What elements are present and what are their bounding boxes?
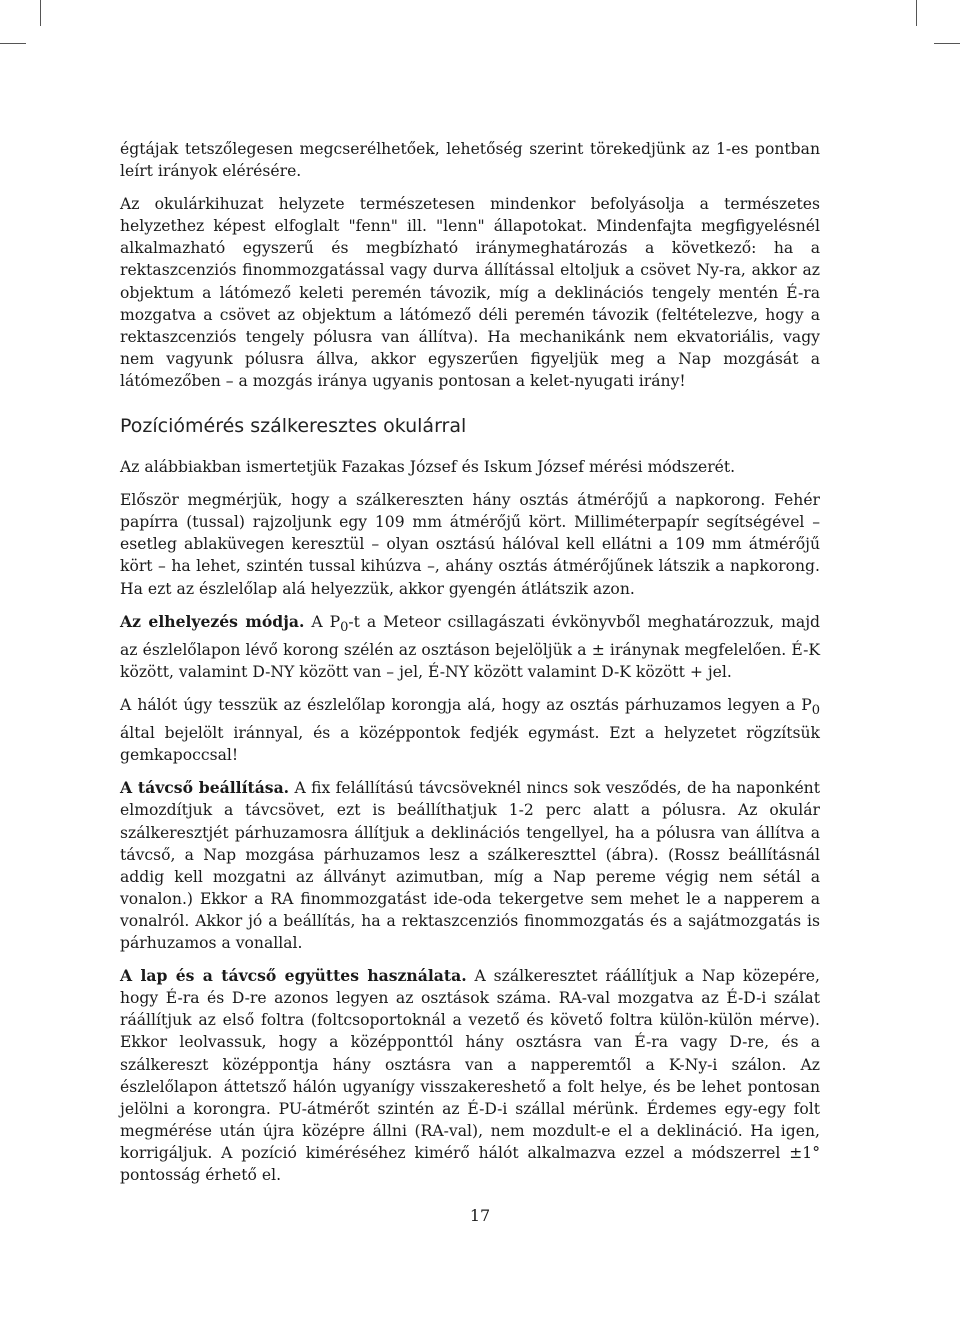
paragraph-measure-disc: Először megmérjük, hogy a szálkereszten hány osztás átmérőjű a napkorong. Fehér papírra (tussal) rajzoljunk egy 109 mm átmérőjű kört. Milliméterpapír segítségével – esetleg ablaküvegen keresztül – olyan osztású hálóval kell ellátni a 109 mm átmérőjű kört – ha lehet, szintén tussal kihúzva –, ahány osztás átmérőjűnek látszik a napkorong. Ha ezt az észlelőlap alá helyezzük, akkor gyengén átlátszik azon.	[120, 491, 820, 598]
paragraph-telescope-setup	[120, 777, 820, 954]
grid-subscript: 0	[811, 703, 820, 719]
paragraph-combined-use	[120, 965, 820, 1186]
crop-mark-top-left-horizontal	[0, 43, 26, 44]
telescope-lead: A távcső beállítása.	[120, 778, 290, 798]
page-body	[120, 138, 820, 1197]
paragraph-placement	[120, 611, 820, 683]
crop-mark-top-right-horizontal	[934, 43, 960, 44]
placement-subscript: 0	[340, 619, 349, 635]
telescope-text: A fix felállítású távcsöveknél nincs sok vesződés, de ha naponként elmozdítjuk a távcsövet, ezt is beállíthatjuk 1-2 perc alatt a pólusra. Az okulár szálkeresztjét párhuzamosra állítjuk a deklinációs tengellyel, ha a pólusra van állítva a távcső, a Nap mozgása párhuzamos lesz a szálkereszttel (ábra). (Rossz beállításnál addig kell mozgatni az állványt azimutban, míg a Nap pereme végig nem sétál a vonalon.) Ekkor a RA finommozgatást ide-oda tekergetve sem mehet le a napperem a vonalról. Akkor jó a beállítás, ha a rektaszcenziós finommozgatás és a sajátmozgatás is párhuzamos a vonallal.	[120, 779, 820, 953]
crop-mark-top-left-vertical	[40, 0, 41, 26]
combined-text: A szálkeresztet ráállítjuk a Nap közepére, hogy É-ra és D-re azonos legyen az osztások száma. RA-val mozgatva az É-D-i szálat ráállítjuk az első foltra (foltcsoportoknál a vezető és követő foltra külön-külön mérve). Ekkor leolvassuk, hogy a középponttól hány osztásra van É-ra vagy D-re, és a szálkereszt középpontja hány osztásra van a napperemtől a K-Ny-i szálon. Az észlelőlapon áttetsző hálón ugyanígy visszakereshető a folt helye, és be lehet pontosan jelölni a korongra. PU-átmérőt szintén az É-D-i szállal mérünk. Érdemes egy-egy folt megmérése után újra középre állni (RA-val), nem mozdult-e el a deklináció. Ha igen, korrigáljuk. A pozíció kiméréséhez kimérő hálót alkalmazva ezzel a módszerrel ±1° pontosság érhető el.	[120, 967, 820, 1184]
paragraph-eyepiece-orientation: Az okulárkihuzat helyzete természetesen mindenkor befolyásolja a természetes helyzethez képest elfoglalt "fenn" ill. "lenn" állapotokat. Mindenfajta megfigyelésnél alkalmazható egyszerű és megbízható iránymeghatározás a következő: ha a rektaszcenziós finommozgatással vagy durva állítással eltoljuk a csövet Ny-ra, akkor az objektum a látómező keleti peremén távozik, míg a deklinációs tengely mentén É-ra mozgatva a csövet az objektum a látómező déli peremén távozik (feltételezve, hogy a rektaszcenziós tengely pólusra van állítva). Ha mechanikánk nem ekvatoriális, vagy nem vagyunk pólusra állva, akkor egyszerűen figyeljük meg a Nap mozgását a látómezőben – a mozgás iránya ugyanis pontosan a kelet-nyugati irány!	[120, 195, 820, 390]
section-heading: Pozíciómérés szálkeresztes okulárral	[120, 415, 467, 438]
grid-text-a: A hálót úgy tesszük az észlelőlap korongja alá, hogy az osztás párhuzamos legyen a P	[120, 695, 812, 714]
grid-text-b: által bejelölt iránnyal, és a középpontok fedjék egymást. Ezt a helyzetet rögzítsük gemkapoccsal!	[120, 724, 820, 765]
page-number: 17	[469, 1206, 491, 1225]
combined-lead: A lap és a távcső együttes használata.	[120, 966, 467, 986]
paragraph-intro: Az alábbiakban ismertetjük Fazakas József és Iskum József mérési módszerét.	[120, 458, 736, 477]
paragraph-grid	[120, 694, 820, 766]
placement-text-b: -t a Meteor csillagászati évkönyvből meghatározzuk, majd az észlelőlapon lévő korong szélén az osztáson bejelöljük a ± iránynak megfelelően. É-K között, valamint D-NY között van – jel, É-NY között valamint D-K között + jel.	[120, 612, 821, 681]
crop-mark-top-right-vertical	[916, 0, 917, 26]
placement-lead: Az elhelyezés módja.	[120, 611, 305, 631]
placement-text-a: A P	[304, 612, 341, 631]
paragraph-continuation: égtájak tetszőlegesen megcserélhetőek, lehetőség szerint törekedjünk az 1-es pontban leírt irányok elérésére.	[120, 140, 820, 181]
